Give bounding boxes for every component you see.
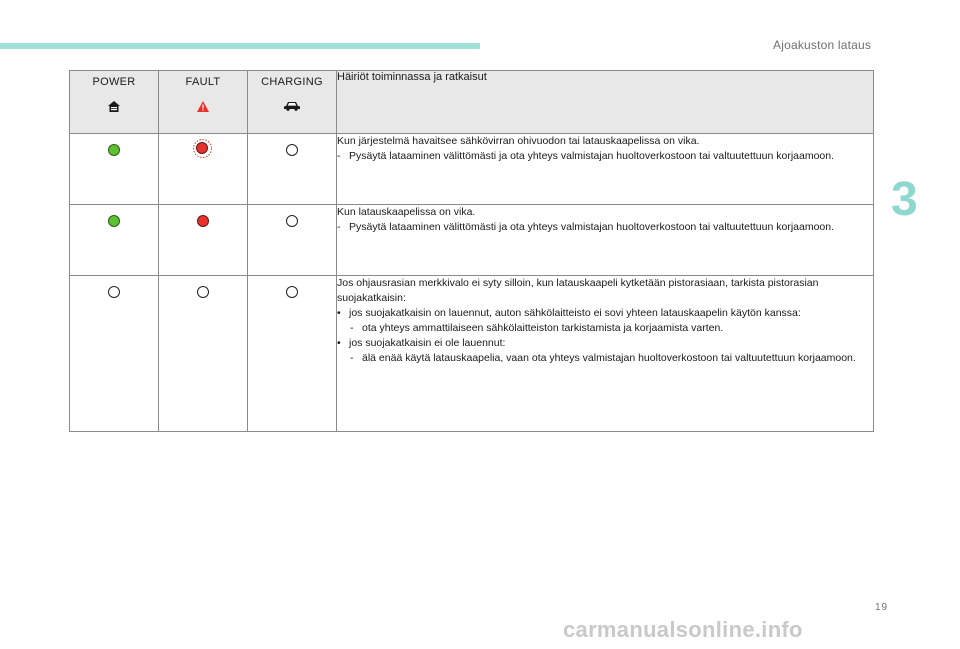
charging-lamp-off	[286, 215, 298, 227]
fault-lamp-cell	[159, 205, 248, 276]
charging-header-label: CHARGING	[261, 76, 323, 88]
power-lamp-cell	[70, 205, 159, 276]
description-column-header: Häiriöt toiminnassa ja ratkaisut	[337, 71, 874, 134]
fault-lamp-off	[197, 286, 209, 298]
watermark: carmanualsonline.info	[563, 617, 803, 642]
dash-subitem: - älä enää käytä latauskaapelia, vaan ota yhteys valmistajan huoltoverkostoon tai valtuutettuun korjaamoon.	[350, 352, 856, 364]
fault-column-header	[159, 71, 248, 134]
car-icon	[284, 101, 300, 111]
description-line: Jos ohjausrasian merkkivalo ei syty silloin, kun latauskaapeli kytketään pistorasiaan, tarkista pistorasian suojakatkaisin:	[337, 277, 819, 304]
chapter-number: 3	[891, 173, 918, 226]
indicator-status-table	[69, 70, 874, 432]
charging-lamp-cell	[248, 205, 337, 276]
row-description	[337, 205, 874, 276]
description-line: Kun järjestelmä havaitsee sähkövirran ohivuodon tai latauskaapelissa on vika.	[337, 135, 700, 147]
dash-item: - Pysäytä lataaminen välittömästi ja ota yhteys valmistajan huoltoverkostoon tai valtuutettuun korjaamoon.	[337, 221, 835, 233]
dash-subitem: - ota yhteys ammattilaiseen sähkölaitteiston tarkistamista ja korjaamista varten.	[350, 322, 724, 334]
charging-lamp-off	[286, 286, 298, 298]
charging-lamp-off	[286, 144, 298, 156]
bullet-item: • jos suojakatkaisin ei ole lauennut:	[337, 337, 506, 349]
fault-lamp-cell	[159, 276, 248, 432]
description-line: Kun latauskaapelissa on vika.	[337, 206, 476, 218]
charging-lamp-cell	[248, 276, 337, 432]
power-lamp-cell	[70, 134, 159, 205]
table-row	[70, 276, 874, 432]
table-header-row	[70, 71, 874, 134]
fault-header-label: FAULT	[185, 76, 221, 88]
power-column-header	[70, 71, 159, 134]
fault-lamp-cell	[159, 134, 248, 205]
warning-triangle-icon	[197, 101, 209, 112]
fault-lamp-blinking-red	[193, 139, 213, 159]
power-lamp-off	[108, 286, 120, 298]
top-accent-bar	[0, 43, 480, 49]
charging-lamp-cell	[248, 134, 337, 205]
table-row	[70, 205, 874, 276]
house-icon	[108, 101, 120, 112]
power-lamp-green	[108, 215, 120, 227]
power-lamp-cell	[70, 276, 159, 432]
row-description	[337, 134, 874, 205]
table-row	[70, 134, 874, 205]
section-title: Ajoakuston lataus	[773, 38, 872, 52]
bullet-item: • jos suojakatkaisin on lauennut, auton sähkölaitteisto ei sovi yhteen latauskaapelin käytön kanssa:	[337, 307, 801, 319]
page-number: 19	[875, 602, 889, 613]
power-header-label: POWER	[92, 76, 136, 88]
fault-lamp-red	[197, 215, 209, 227]
dash-item: - Pysäytä lataaminen välittömästi ja ota yhteys valmistajan huoltoverkostoon tai valtuutettuun korjaamoon.	[337, 150, 835, 162]
charging-column-header	[248, 71, 337, 134]
power-lamp-green	[108, 144, 120, 156]
row-description	[337, 276, 874, 432]
